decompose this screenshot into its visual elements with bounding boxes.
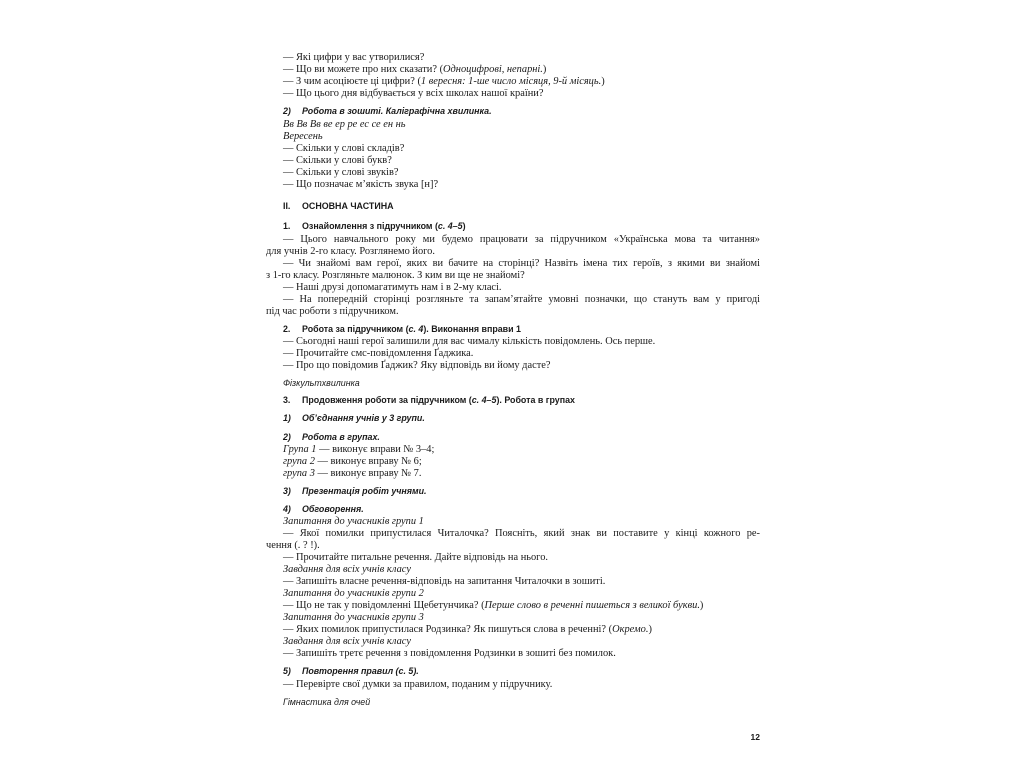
item-heading: 1. Ознайомлення з підручником (с. 4–5) — [283, 221, 466, 231]
text-line: — З чим асоціюєте ці цифри? (1 вересня: 1-ше число місяця, 9-й місяць.) — [283, 76, 605, 87]
italic-heading: Запитання до учасників групи 3 — [283, 612, 424, 623]
text-line: чення (. ? !). — [266, 540, 320, 551]
text-line: під час роботи з підручником. — [266, 306, 399, 317]
subsection-heading: 2) Робота в зошиті. Каліграфічна хвилинка. — [283, 106, 492, 116]
text-line: — Перевірте свої думки за правилом, поданим у підручнику. — [283, 679, 553, 690]
text-line: — Наші друзі допомагатимуть нам і в 2-му класі. — [283, 282, 502, 293]
italic-heading: Запитання до учасників групи 1 — [283, 516, 424, 527]
text-line: для учнів 2-го класу. Розглянемо його. — [266, 246, 435, 257]
item-heading: 3. Продовження роботи за підручником (с. 4–5). Робота в групах — [283, 395, 575, 405]
item-heading: 2. Робота за підручником (с. 4). Виконання вправи 1 — [283, 324, 521, 334]
calligraphy-line: Вв Вв Вв ве ер ре ес се ен нь — [283, 119, 406, 130]
text-line: — Чи знайомі вам герої, яких ви бачите на сторінці? Назвіть імена тих героїв, з якими ви знайомі — [283, 258, 760, 269]
calligraphy-word: Вересень — [283, 131, 323, 142]
text-line: — Прочитайте питальне речення. Дайте відповідь на нього. — [283, 552, 548, 563]
text-line: — Що не так у повідомленні Щебетунчика? (Перше слово в реченні пишеться з великої букви.) — [283, 600, 704, 611]
italic-heading: Завдання для всіх учнів класу — [283, 564, 411, 575]
text-line: — Що цього дня відбувається у всіх школах нашої країни? — [283, 88, 544, 99]
text-line: — Скільки у слові складів? — [283, 143, 405, 154]
text-line: — Яких помилок припустилася Родзинка? Як пишуться слова в реченні? (Окремо.) — [283, 624, 652, 635]
break-note: Гімнастика для очей — [283, 697, 371, 707]
subsection-heading: 5) Повторення правил (с. 5). — [283, 666, 419, 676]
text-line: — Що ви можете про них сказати? (Одноцифрові, непарні.) — [283, 64, 547, 75]
page-number: 12 — [750, 732, 760, 742]
text-line: — Запишіть третє речення з повідомлення Родзинки в зошиті без помилок. — [283, 648, 616, 659]
text-line: — Сьогодні наші герої залишили для вас чималу кількість повідомлень. Ось перше. — [283, 336, 656, 347]
section-heading: II. ОСНОВНА ЧАСТИНА — [283, 201, 394, 211]
text-line: — Які цифри у вас утворилися? — [283, 52, 425, 63]
text-line: — Прочитайте смс-повідомлення Ґаджика. — [283, 348, 474, 359]
text-line: група 2 — виконує вправу № 6; — [283, 456, 422, 467]
italic-heading: Запитання до учасників групи 2 — [283, 588, 424, 599]
text-line: Група 1 — виконує вправи № 3–4; — [283, 444, 435, 455]
subsection-heading: 1) Об’єднання учнів у 3 групи. — [283, 413, 425, 423]
text-line: група 3 — виконує вправу № 7. — [283, 468, 422, 479]
text-line: — Скільки у слові звуків? — [283, 167, 399, 178]
text-line: — Про що повідомив Ґаджик? Яку відповідь ви йому дасте? — [283, 360, 551, 371]
text-line: з 1-го класу. Розгляньте малюнок. З ким ви ще не знайомі? — [266, 270, 525, 281]
text-line: — Запишіть власне речення-відповідь на запитання Читалочки в зошиті. — [283, 576, 606, 587]
italic-heading: Завдання для всіх учнів класу — [283, 636, 411, 647]
text-line: — Скільки у слові букв? — [283, 155, 392, 166]
text-line: — Цього навчального року ми будемо працювати за підручником «Українська мова та читання» — [283, 234, 760, 245]
break-note: Фізкультхвилинка — [283, 378, 360, 388]
subsection-heading: 3) Презентація робіт учнями. — [283, 486, 427, 496]
subsection-heading: 2) Робота в групах. — [283, 432, 380, 442]
text-line: — Якої помилки припустилася Читалочка? Поясніть, який знак ви поставите у кінці кожного ре- — [283, 528, 760, 539]
text-line: — Що позначає м’якість звука [н]? — [283, 179, 439, 190]
text-line: — На попередній сторінці розгляньте та запам’ятайте умовні позначки, що стануть вам у пригоді — [283, 294, 760, 305]
subsection-heading: 4) Обговорення. — [283, 504, 364, 514]
